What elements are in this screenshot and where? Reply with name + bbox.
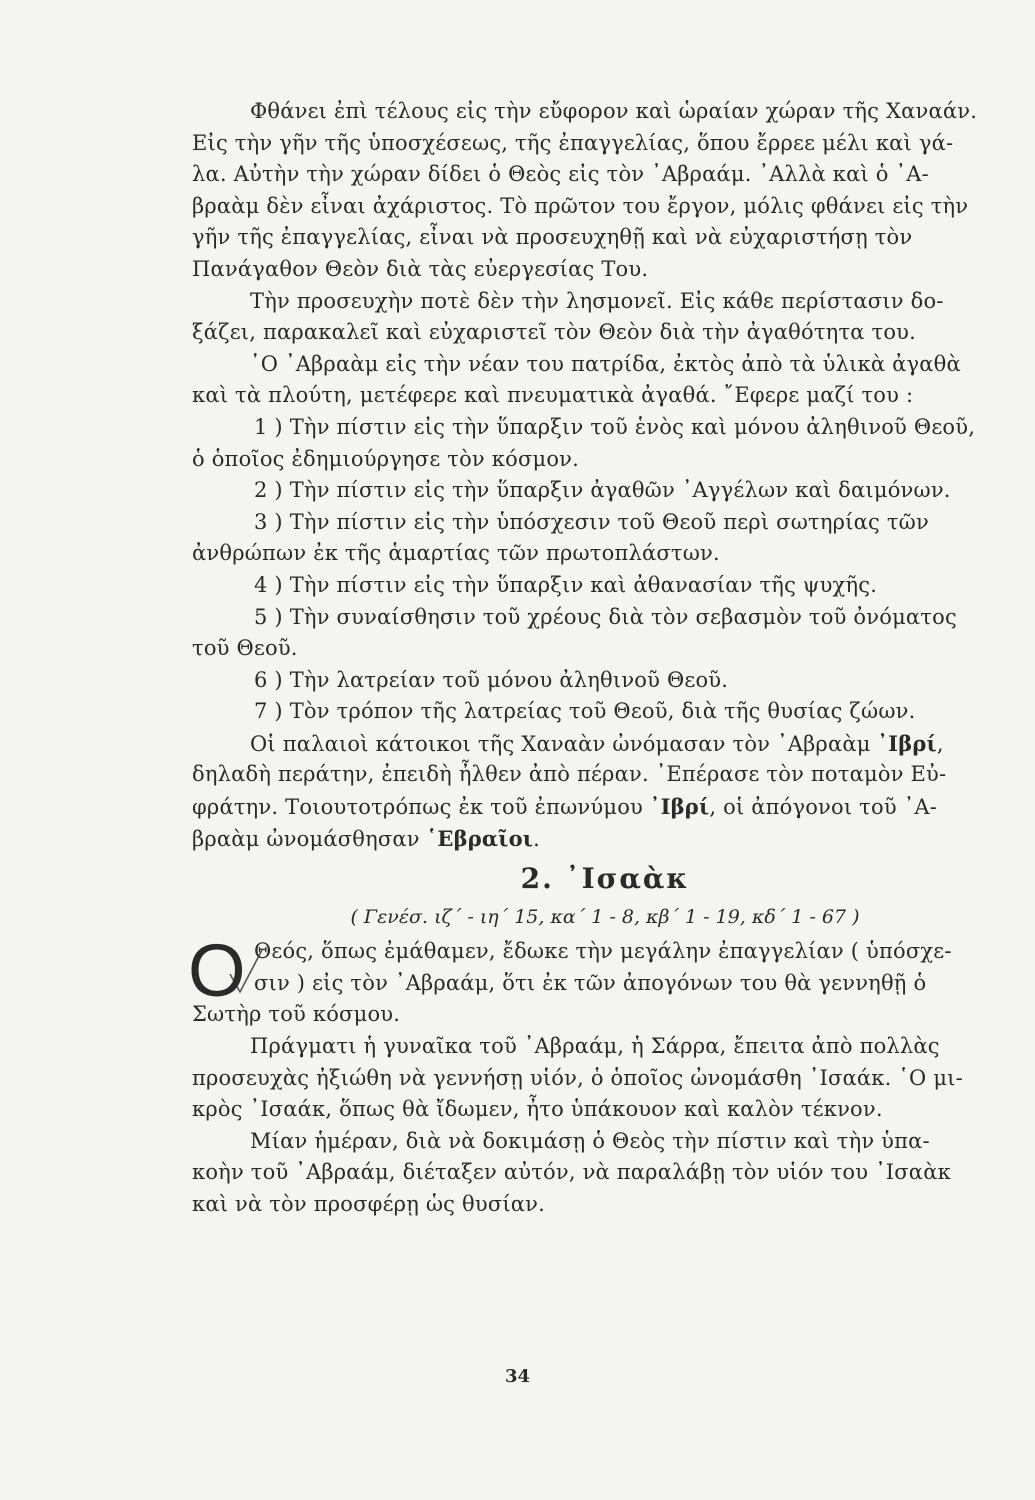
- text-line: Εἰς τὴν γῆν τῆς ὑποσχέσεως, τῆς ἐπαγγελίας, ὅπου ἔρρεε μέλι καὶ γά-: [192, 130, 954, 155]
- section-heading: 2. ᾿Ισαὰκ: [520, 862, 690, 896]
- bold-term: ᾿Ιβρί: [649, 794, 710, 820]
- isaac-paragraph: [188, 929, 1018, 1031]
- text-span: ,: [936, 731, 944, 756]
- list-item: 6 ) Τὴν λατρείαν τοῦ μόνου ἀληθινοῦ Θεοῦ.: [254, 667, 729, 692]
- text-line: [192, 791, 1018, 823]
- text-span: , οἱ ἀπόγονοι τοῦ ᾿Α-: [709, 795, 938, 820]
- text-line: Σωτὴρ τοῦ κόσμου.: [192, 1002, 401, 1027]
- list-item: 4 ) Τὴν πίστιν εἰς τὴν ὕπαρξιν καὶ ἀθανασίαν τῆς ψυχῆς.: [254, 572, 878, 597]
- text-line: σιν ) εἰς τὸν ᾿Αβραάμ, ὅτι ἐκ τῶν ἀπογόνων του θὰ γεννηθῇ ὁ: [254, 970, 927, 995]
- text-span: .: [533, 826, 541, 851]
- text-span: Οἱ παλαιοὶ κάτοικοι τῆς Χαναὰν ὠνόμασαν τὸν ᾿Αβραὰμ: [250, 731, 878, 756]
- text-line: [192, 823, 1018, 855]
- list-item: 5 ) Τὴν συναίσθησιν τοῦ χρέους διὰ τὸν σεβασμὸν τοῦ ὀνόματος: [254, 604, 957, 629]
- text-line: Φθάνει ἐπὶ τέλους εἰς τὴν εὔφορον καὶ ὡραίαν χώραν τῆς Χαναάν.: [250, 99, 978, 123]
- text-line: ἀνθρώπων ἐκ τῆς ἁμαρτίας τῶν πρωτοπλάστων.: [192, 541, 720, 566]
- bold-term: ῾Εβραῖοι: [426, 825, 534, 851]
- drop-cap: Ο: [188, 929, 246, 1013]
- text-line: καὶ τὰ πλούτη, μετέφερε καὶ πνευματικὰ ἀγαθά. ῎Εφερε μαζί του :: [192, 383, 914, 408]
- text-line: καὶ νὰ τὸν προσφέρῃ ὡς θυσίαν.: [192, 1192, 546, 1216]
- list-item: 2 ) Τὴν πίστιν εἰς τὴν ὕπαρξιν ἀγαθῶν ᾿Αγγέλων καὶ δαιμόνων.: [254, 478, 951, 503]
- page-body: [188, 96, 1018, 1221]
- text-line: Πανάγαθον Θεὸν διὰ τὰς εὐεργεσίας Του.: [192, 256, 649, 281]
- list-item: 3 ) Τὴν πίστιν εἰς τὴν ὑπόσχεσιν τοῦ Θεοῦ περὶ σωτηρίας τῶν: [254, 509, 929, 534]
- text-line: βραὰμ δὲν εἶναι ἀχάριστος. Τὸ πρῶτον του ἔργον, μόλις φθάνει εἰς τὴν: [192, 193, 969, 218]
- text-line: ῾Ο ᾿Αβραὰμ εἰς τὴν νέαν του πατρίδα, ἐκτὸς ἀπὸ τὰ ὑλικὰ ἀγαθὰ: [250, 351, 961, 376]
- text-line: λα. Αὐτὴν τὴν χώραν δίδει ὁ Θεὸς εἰς τὸν ᾿Αβραάμ. ᾿Αλλὰ καὶ ὁ ᾿Α-: [192, 162, 929, 187]
- text-line: ὁ ὁποῖος ἐδημιούργησε τὸν κόσμον.: [192, 446, 580, 471]
- bold-term: ᾿Ιβρί: [877, 730, 937, 756]
- text-line: κρὸς ᾿Ισαάκ, ὅπως θὰ ἴδωμεν, ἦτο ὑπάκουον καὶ καλὸν τέκνον.: [192, 1097, 883, 1122]
- scripture-reference: ( Γενέσ. ιζ΄ - ιη΄ 15, κα΄ 1 - 8, κβ΄ 1 - 19, κδ΄ 1 - 67 ): [350, 906, 860, 929]
- text-line: [192, 728, 1018, 760]
- text-line: δηλαδὴ περάτην, ἐπειδὴ ἦλθεν ἀπὸ πέραν. ᾿Επέρασε τὸν ποταμὸν Εὐ-: [192, 762, 947, 787]
- list-item: 7 ) Τὸν τρόπον τῆς λατρείας τοῦ Θεοῦ, διὰ τῆς θυσίας ζώων.: [254, 699, 916, 724]
- text-line: τοῦ Θεοῦ.: [192, 636, 298, 661]
- text-line: Πράγματι ἡ γυναῖκα τοῦ ᾿Αβραάμ, ἡ Σάρρα, ἔπειτα ἀπὸ πολλὰς: [250, 1034, 940, 1059]
- text-line: Θεός, ὅπως ἐμάθαμεν, ἔδωκε τὴν μεγάλην ἐπαγγελίαν ( ὑπόσχε-: [254, 939, 952, 964]
- text-line: προσευχὰς ἠξιώθη νὰ γεννήσῃ υἱόν, ὁ ὁποῖος ὠνομάσθη ᾿Ισαάκ. ῾Ο μι-: [192, 1065, 963, 1090]
- text-line: ξάζει, παρακαλεῖ καὶ εὐχαριστεῖ τὸν Θεὸν διὰ τὴν ἀγαθότητα του.: [192, 320, 917, 345]
- text-line: κοὴν τοῦ ᾿Αβραάμ, διέταξεν αὐτόν, νὰ παραλάβῃ τὸν υἱόν του ᾿Ισαὰκ: [192, 1160, 951, 1185]
- list-item: 1 ) Τὴν πίστιν εἰς τὴν ὕπαρξιν τοῦ ἑνὸς καὶ μόνου ἀληθινοῦ Θεοῦ,: [254, 414, 976, 439]
- text-span: βραὰμ ὠνομάσθησαν: [192, 826, 427, 851]
- text-line: Μίαν ἡμέραν, διὰ νὰ δοκιμάσῃ ὁ Θεὸς τὴν πίστιν καὶ τὴν ὑπα-: [250, 1128, 930, 1153]
- text-span: φράτην. Τοιουτοτρόπως ἐκ τοῦ ἐπωνύμου: [192, 795, 650, 820]
- text-line: γῆν τῆς ἐπαγγελίας, εἶναι νὰ προσευχηθῇ καὶ νὰ εὐχαριστήσῃ τὸν: [192, 225, 913, 250]
- text-line: Τὴν προσευχὴν ποτὲ δὲν τὴν λησμονεῖ. Εἰς κάθε περίστασιν δο-: [250, 288, 944, 313]
- page-number: 34: [504, 1366, 531, 1387]
